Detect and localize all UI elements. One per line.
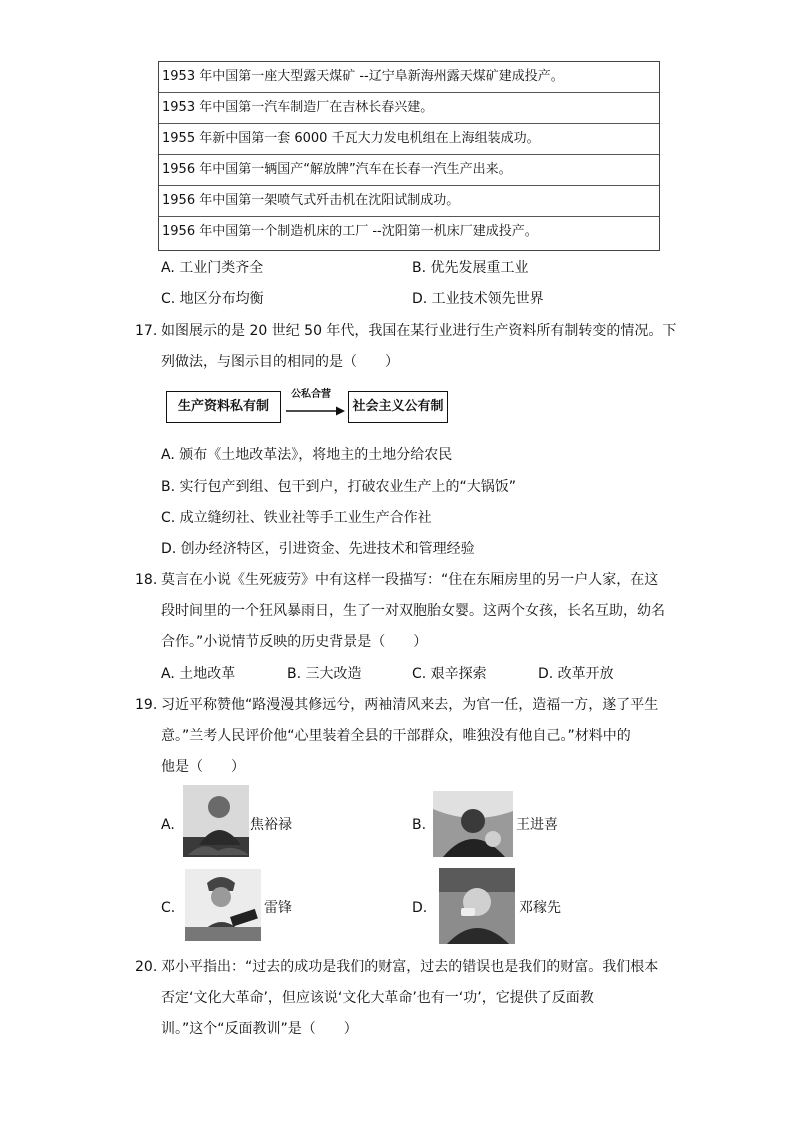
events-table xyxy=(158,61,660,251)
q17-option-a[interactable]: A. 颁布《土地改革法》，将地主的土地分给农民 xyxy=(161,447,453,463)
q19-option-b-letter[interactable]: B. xyxy=(412,817,427,833)
public-ownership-box: 社会主义公有制 xyxy=(348,391,448,423)
q19-option-d-letter[interactable]: D. xyxy=(412,900,428,916)
q20-stem-line1: 邓小平指出：“过去的成功是我们的财富，过去的错误也是我们的财富。我们根本 xyxy=(161,959,659,975)
q19-option-c-letter[interactable]: C. xyxy=(161,900,176,916)
q17-option-d[interactable]: D. 创办经济特区，引进资金、先进技术和管理经验 xyxy=(161,541,475,557)
q18-option-c[interactable]: C. 艰辛探索 xyxy=(412,666,487,682)
q19-option-b-name[interactable]: 王进喜 xyxy=(516,817,558,833)
q18-stem-line1: 莫言在小说《生死疲劳》中有这样一段描写：“住在东厢房里的另一户人家，在这 xyxy=(161,572,659,588)
q16-option-a[interactable]: A. 工业门类齐全 xyxy=(161,260,264,276)
q19-option-a-letter[interactable]: A. xyxy=(161,817,175,833)
table-row: 1953 年中国第一座大型露天煤矿 --辽宁阜新海州露天煤矿建成投产。 xyxy=(159,62,659,93)
q16-option-b[interactable]: B. 优先发展重工业 xyxy=(412,260,529,276)
q19-number: 19. xyxy=(135,697,158,713)
portrait-photo-c[interactable] xyxy=(185,869,261,941)
q18-stem-line3: 合作。”小说情节反映的历史背景是（ ） xyxy=(161,634,428,650)
arrow-label: 公私合营 xyxy=(291,389,331,400)
q19-option-a-name[interactable]: 焦裕禄 xyxy=(250,817,292,833)
q19-stem-line3: 他是（ ） xyxy=(161,759,245,775)
q18-stem-line2: 段时间里的一个狂风暴雨日，生了一对双胞胎女婴。这两个女孩，长名互助，幼名 xyxy=(161,603,665,619)
q17-number: 17. xyxy=(135,323,158,339)
q17-option-c[interactable]: C. 成立缝纫社、铁业社等手工业生产合作社 xyxy=(161,510,432,526)
q18-option-d[interactable]: D. 改革开放 xyxy=(538,666,614,682)
table-row: 1953 年中国第一汽车制造厂在吉林长春兴建。 xyxy=(159,93,659,124)
private-ownership-box: 生产资料私有制 xyxy=(166,391,281,423)
portrait-photo-a[interactable] xyxy=(183,785,249,857)
q19-option-d-name[interactable]: 邓稼先 xyxy=(519,900,561,916)
table-row: 1956 年中国第一架喷气式歼击机在沈阳试制成功。 xyxy=(159,186,659,217)
arrow-right-icon xyxy=(284,405,346,417)
table-row: 1956 年中国第一个制造机床的工厂 --沈阳第一机床厂建成投产。 xyxy=(162,224,538,239)
q18-option-b[interactable]: B. 三大改造 xyxy=(287,666,362,682)
q17-stem-line2: 列做法，与图示目的相同的是（ ） xyxy=(161,354,399,370)
table-row: 1956 年中国第一辆国产“解放牌”汽车在长春一汽生产出来。 xyxy=(159,155,659,186)
q19-stem-line1: 习近平称赞他“路漫漫其修远兮，两袖清风来去，为官一任，造福一方，遂了平生 xyxy=(161,697,659,713)
q18-number: 18. xyxy=(135,572,158,588)
q17-option-b[interactable]: B. 实行包产到组、包干到户，打破农业生产上的“大锅饭” xyxy=(161,479,517,495)
q20-number: 20. xyxy=(135,959,158,975)
table-row: 1955 年新中国第一套 6000 千瓦大力发电机组在上海组装成功。 xyxy=(159,124,659,155)
ownership-flow-diagram xyxy=(166,391,448,425)
q19-stem-line2: 意。”兰考人民评价他“心里装着全县的干部群众，唯独没有他自己。”材料中的 xyxy=(161,728,631,744)
portrait-photo-b[interactable] xyxy=(433,791,513,857)
q19-option-c-name[interactable]: 雷锋 xyxy=(264,900,292,916)
q20-stem-line3: 训。”这个“反面教训”是（ ） xyxy=(161,1021,358,1037)
q17-stem-line1: 如图展示的是 20 世纪 50 年代，我国在某行业进行生产资料所有制转变的情况。下 xyxy=(161,323,677,339)
q18-option-a[interactable]: A. 土地改革 xyxy=(161,666,236,682)
q20-stem-line2: 否定‘文化大革命’，但应该说‘文化大革命’也有一‘功’，它提供了反面教 xyxy=(161,990,594,1006)
portrait-photo-d[interactable] xyxy=(439,868,515,944)
q16-option-c[interactable]: C. 地区分布均衡 xyxy=(161,291,264,307)
q16-option-d[interactable]: D. 工业技术领先世界 xyxy=(412,291,544,307)
